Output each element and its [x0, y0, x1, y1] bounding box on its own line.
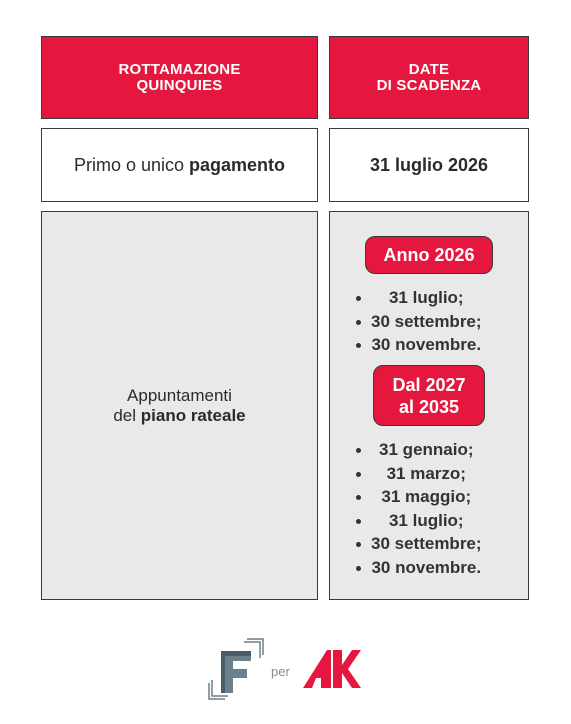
- row-installments-label-line1: Appuntamenti: [127, 385, 232, 405]
- column-header-rottamazione: [41, 36, 318, 119]
- date-list-item: 31 gennaio;: [354, 438, 482, 462]
- date-list-item: 30 settembre;: [354, 532, 482, 556]
- row-first-payment-label-bold: pagamento: [189, 154, 286, 175]
- row-first-payment-label: [74, 155, 285, 176]
- date-list-item: 31 luglio;: [354, 509, 482, 533]
- year-badge-2027-2035: Dal 2027 al 2035: [373, 365, 485, 426]
- row-first-payment-date: 31 luglio 2026: [369, 154, 489, 175]
- column-header-date: [329, 36, 529, 119]
- date-list-item: 30 novembre.: [354, 333, 482, 357]
- dates-list-2026: [354, 286, 482, 357]
- ak-logo-icon: [301, 648, 361, 690]
- per-text: per: [271, 664, 290, 679]
- row-installments-label-line2-bold: piano rateale: [140, 405, 246, 425]
- row-installments-label-line2-plain: del: [113, 405, 141, 425]
- row-installments-dates-cell: [329, 211, 529, 600]
- date-list-item: 30 settembre;: [354, 310, 482, 334]
- row-first-payment-label-cell: [41, 128, 318, 202]
- date-list-item: 31 maggio;: [354, 485, 482, 509]
- f-logo-icon: [207, 637, 265, 701]
- row-installments-label: [113, 386, 245, 426]
- date-list-item: 30 novembre.: [354, 556, 482, 580]
- column-header-rottamazione-label: ROTTAMAZIONE QUINQUIES: [118, 60, 241, 94]
- column-header-date-label: DATE DI SCADENZA: [376, 60, 482, 94]
- date-list-item: 31 luglio;: [354, 286, 482, 310]
- row-installments-label-line2: [113, 406, 245, 426]
- date-list-item: 31 marzo;: [354, 462, 482, 486]
- dates-list-2027-2035: [354, 438, 482, 579]
- row-installments-label-cell: [41, 211, 318, 600]
- row-first-payment-date-cell: [329, 128, 529, 202]
- row-first-payment-label-plain: Primo o unico: [73, 154, 190, 175]
- year-badge-2026: Anno 2026: [365, 236, 493, 274]
